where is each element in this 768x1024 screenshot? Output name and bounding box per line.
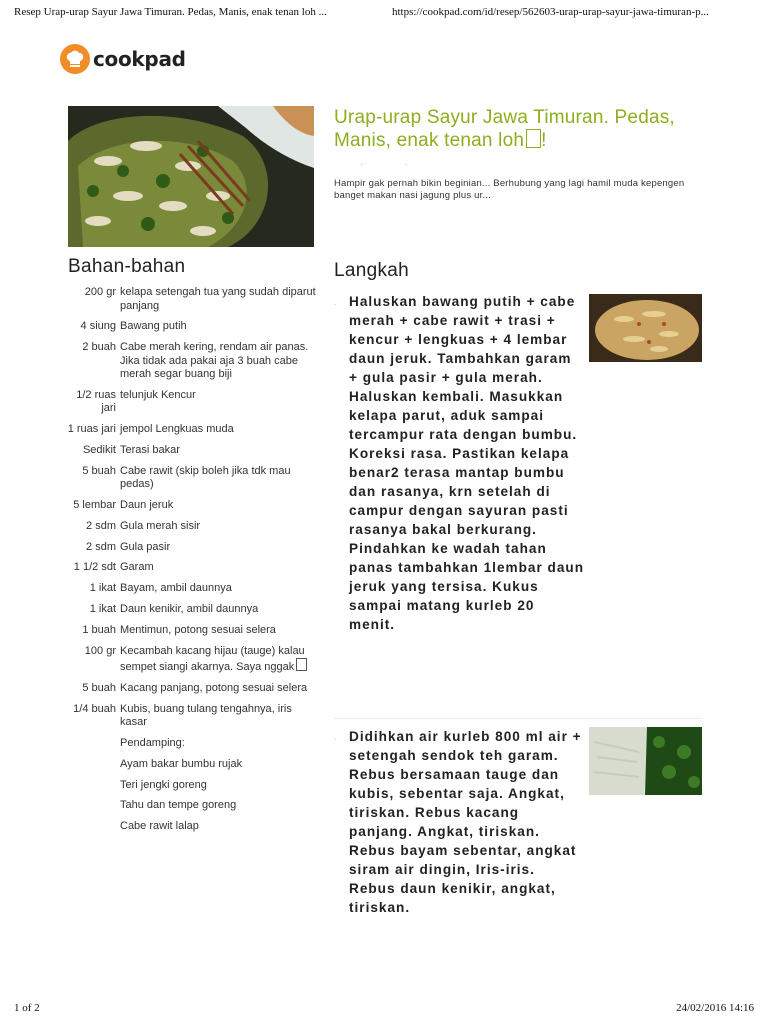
ingredient-qty: 1 buah (82, 623, 116, 636)
ingredient-name (120, 561, 316, 575)
ingredient-row (66, 758, 316, 772)
ingredient-qty: 1/2 ruas jari (76, 388, 116, 415)
ingredient-qty: 5 buah (82, 464, 116, 477)
ingredient-row (66, 624, 316, 638)
ingredient-row (66, 703, 316, 730)
ingredient-name-text: Daun jeruk (120, 499, 174, 512)
ingredient-name-text: telunjuk Kencur (120, 388, 196, 401)
print-page-title: Resep Urap-urap Sayur Jawa Timuran. Pedas, Manis, enak tenan loh ... (14, 6, 327, 18)
ingredient-name (120, 624, 316, 638)
ingredient-qty: 4 siung (80, 320, 116, 333)
logo-wordmark: cookpad (93, 47, 186, 71)
ingredient-qty (66, 737, 120, 751)
step-item (334, 292, 702, 718)
steps-heading: Langkah (334, 260, 410, 281)
recipe-title-suffix: ! (541, 130, 547, 151)
ingredient-name (120, 499, 316, 513)
ingredient-name-text: Ayam bakar bumbu rujak (120, 757, 243, 770)
ingredient-name-text: Pendamping: (120, 737, 185, 750)
recipe-title-text: Urap-urap Sayur Jawa Timuran. Pedas, Manis, enak tenan loh (334, 107, 675, 151)
ingredient-name (120, 645, 316, 675)
ingredient-name-text: Gula pasir (120, 540, 171, 553)
ingredient-row (66, 645, 316, 675)
ingredient-name (120, 582, 316, 596)
ingredient-qty (66, 799, 120, 813)
ingredient-qty: 100 gr (84, 644, 116, 657)
step-text: Didihkan air kurleb 800 ml air + setengah sendok teh garam. Rebus bersamaan tauge dan kubis, sebentar saja. Angkat, tiriskan. Rebus kacang panjang. Angkat, tiriskan. Rebus bayam sebentar, angkat siram air dingin, Iris-iris. Rebus daun kenikir, angkat, tiriskan. (349, 729, 582, 915)
ingredients-heading: Bahan-bahan (68, 256, 186, 277)
ingredient-name-text: Cabe merah kering, rendam air panas. Jika tidak ada pakai aja 3 buah cabe merah segar buang biji (120, 341, 309, 381)
step-photo (589, 727, 702, 795)
ingredient-row (66, 465, 316, 492)
cookpad-logo[interactable] (60, 44, 186, 74)
ingredient-name-text: Garam (120, 561, 154, 574)
ingredient-name (120, 703, 316, 730)
ingredient-row (66, 286, 316, 313)
ingredient-name (120, 799, 316, 813)
ingredient-name-text: Terasi bakar (120, 443, 180, 456)
ingredient-row (66, 320, 316, 334)
ingredient-qty: 1 1/2 sdt (73, 561, 116, 574)
ingredient-name (120, 682, 316, 696)
ingredient-qty (66, 779, 120, 793)
ingredient-name-text: Kacang panjang, potong sesuai selera (120, 681, 308, 694)
ingredient-row (66, 582, 316, 596)
ingredient-name-text: Bayam, ambil daunnya (120, 582, 232, 595)
ingredient-row (66, 423, 316, 437)
ingredient-name (120, 758, 316, 772)
step-bullet: · (334, 300, 337, 309)
ingredient-name-text: Gula merah sisir (120, 519, 201, 532)
ingredient-name-text: Teri jengki goreng (120, 778, 207, 791)
ingredient-row (66, 779, 316, 793)
ingredient-qty: 1/4 buah (73, 702, 116, 715)
ingredient-row (66, 444, 316, 458)
emoji-placeholder-icon (526, 129, 541, 148)
ingredient-qty: 1 ruas jari (67, 423, 116, 436)
recipe-description: Hampir gak pernah bikin beginian... Berhubung yang lagi hamil muda kepengen banget makan nasi jagung plus ur... (334, 178, 685, 201)
ingredient-qty (66, 758, 120, 772)
ingredient-row (66, 389, 316, 416)
ingredient-qty: 5 lembar (73, 499, 116, 512)
ingredient-qty: 2 sdm (86, 519, 116, 532)
page-number: 1 of 2 (14, 1002, 40, 1014)
ingredient-name-text: Mentimun, potong sesuai selera (120, 623, 276, 636)
print-datetime: 24/02/2016 14:16 (676, 1002, 754, 1014)
ingredient-row (66, 603, 316, 617)
ingredient-name (120, 779, 316, 793)
ingredient-qty: 5 buah (82, 681, 116, 694)
chef-hat-icon (60, 44, 90, 74)
recipe-photo (68, 106, 314, 247)
ingredient-row (66, 561, 316, 575)
ingredient-row (66, 341, 316, 382)
ingredient-name-text: Kecambah kacang hijau (tauge) kalau sempet siangi akarnya. Saya nggak (120, 644, 305, 674)
ingredient-name-text: Cabe rawit (skip boleh jika tdk mau pedas) (120, 464, 291, 491)
ingredient-name (120, 737, 316, 751)
ingredient-row (66, 799, 316, 813)
ingredient-row (66, 499, 316, 513)
ingredient-name (120, 820, 316, 834)
ingredient-name-text: kelapa setengah tua yang sudah diparut panjang (120, 286, 316, 312)
ingredient-row (66, 682, 316, 696)
ingredient-name (120, 320, 316, 334)
ingredient-row (66, 520, 316, 534)
ingredient-name-text: Bawang putih (120, 320, 187, 333)
recipe-title (334, 106, 714, 152)
meta-dots: · · (360, 160, 428, 169)
ingredient-name (120, 341, 316, 382)
ingredient-row (66, 737, 316, 751)
ingredient-name (120, 520, 316, 534)
ingredient-name-text: Kubis, buang tulang tengahnya, iris kasar (120, 702, 292, 729)
ingredient-qty: 1 ikat (89, 603, 116, 616)
emoji-placeholder-icon (296, 658, 307, 671)
ingredient-name (120, 423, 316, 437)
step-text: Haluskan bawang putih + cabe merah + cabe rawit + trasi + kencur + lengkuas + 4 lembar daun jeruk. Tambahkan garam + gula pasir + gula merah. Haluskan kembali. Masukkan kelapa parut, aduk sampai tercampur rata dengan bumbu. Koreksi rasa. Pastikan kelapa benar2 terasa mantap bumbu dan rasanya, krn setelah di campur dengan sayuran pasti rasanya bakal berkurang. Pindahkan ke wadah tahan panas tambahkan 1lembar daun jeruk yang tersisa. Kukus sampai matang kurleb 20 menit. (349, 294, 584, 632)
ingredient-name-text: jempol Lengkuas muda (120, 423, 234, 436)
ingredient-qty: 200 gr (84, 286, 116, 298)
ingredient-name-text: Tahu dan tempe goreng (120, 799, 237, 812)
ingredient-qty: 2 sdm (86, 540, 116, 553)
ingredient-qty: 2 buah (82, 341, 116, 354)
step-bullet: · (334, 735, 337, 744)
ingredient-name-text: Cabe rawit lalap (120, 820, 199, 833)
ingredient-name-text: Daun kenikir, ambil daunnya (120, 603, 259, 616)
ingredient-name (120, 603, 316, 617)
ingredient-qty: Sedikit (82, 443, 116, 456)
ingredient-name (120, 541, 316, 555)
ingredient-row (66, 541, 316, 555)
ingredient-name (120, 389, 316, 416)
step-photo (589, 294, 702, 362)
ingredient-name (120, 444, 316, 458)
ingredient-row (66, 820, 316, 834)
print-page-url: https://cookpad.com/id/resep/562603-urap-urap-sayur-jawa-timuran-p... (392, 6, 709, 18)
step-divider (334, 718, 702, 719)
ingredient-name (120, 286, 316, 313)
ingredients-list (66, 286, 316, 841)
steps-list (334, 292, 702, 917)
ingredient-name (120, 465, 316, 492)
ingredient-qty (66, 820, 120, 834)
ingredient-qty: 1 ikat (89, 582, 116, 595)
step-item (334, 727, 702, 917)
